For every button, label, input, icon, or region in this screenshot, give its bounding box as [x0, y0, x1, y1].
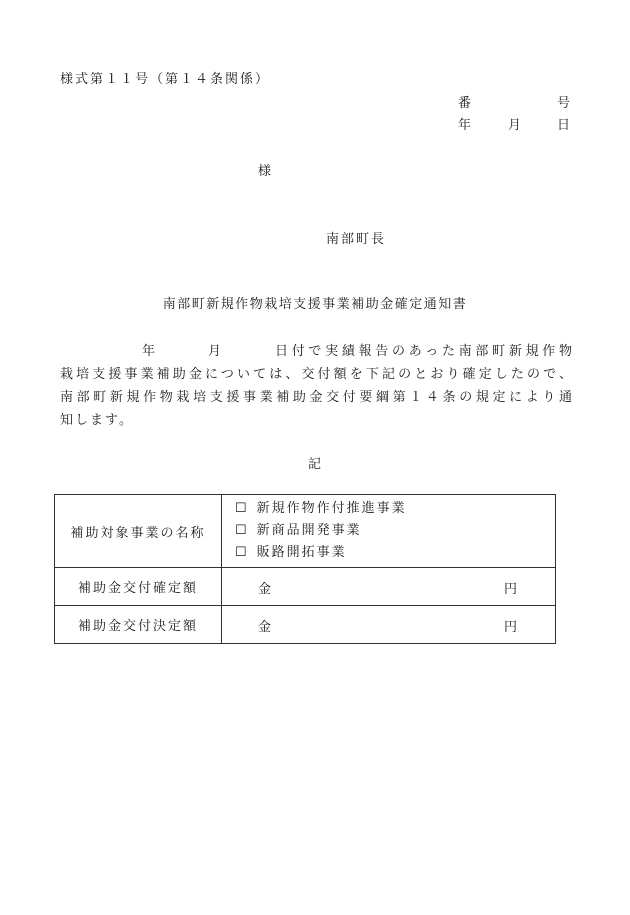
- ki-heading: 記: [308, 457, 322, 472]
- kin-label: 金: [258, 620, 272, 635]
- option-new-crop[interactable]: ☐ 新規作物作付推進事業: [235, 501, 407, 516]
- document-title: 南部町新規作物栽培支援事業補助金確定通知書: [162, 297, 468, 312]
- document-date-line: [455, 114, 570, 132]
- yen-label: 円: [504, 582, 518, 597]
- confirmed-amount-label: 補助金交付確定額: [55, 568, 222, 606]
- body-line-2: 栽培支援事業補助金については、交付額を下記のとおり確定したので、: [60, 367, 572, 382]
- body-year: 年: [142, 344, 156, 359]
- confirmed-amount-cell: [222, 568, 556, 606]
- table-row: [55, 568, 556, 606]
- issuer: 南部町長: [326, 232, 387, 247]
- body-text: [60, 340, 572, 432]
- addressee: 様: [258, 164, 272, 179]
- table-row: [55, 495, 556, 568]
- body-line-4: 知します。: [60, 413, 134, 428]
- decided-amount-label: 補助金交付決定額: [55, 606, 222, 644]
- project-options-cell: [222, 495, 556, 568]
- number-suffix: 号: [557, 96, 571, 111]
- option-sales-channel[interactable]: ☐ 販路開拓事業: [235, 545, 347, 560]
- project-name-label: 補助対象事業の名称: [55, 495, 222, 568]
- date-month: 月: [508, 118, 522, 133]
- document-number-line: [455, 92, 570, 110]
- table-row: [55, 606, 556, 644]
- date-year: 年: [458, 118, 472, 133]
- checkbox-icon: ☐: [235, 501, 247, 516]
- body-line-1-text: 日付で実績報告のあった南部町新規作物: [275, 344, 572, 359]
- body-line-3: 南部町新規作物栽培支援事業補助金交付要綱第１４条の規定により通: [60, 390, 572, 405]
- form-number: 様式第１１号（第１４条関係）: [60, 72, 271, 87]
- kin-label: 金: [258, 582, 272, 597]
- body-line-1: [60, 340, 572, 363]
- date-day: 日: [557, 118, 571, 133]
- body-month: 月: [208, 344, 222, 359]
- checkbox-icon: ☐: [235, 545, 247, 560]
- yen-label: 円: [504, 620, 518, 635]
- option-new-product[interactable]: ☐ 新商品開発事業: [235, 523, 362, 538]
- detail-table: [54, 494, 556, 644]
- checkbox-icon: ☐: [235, 523, 247, 538]
- number-label: 番: [458, 96, 472, 111]
- decided-amount-cell: [222, 606, 556, 644]
